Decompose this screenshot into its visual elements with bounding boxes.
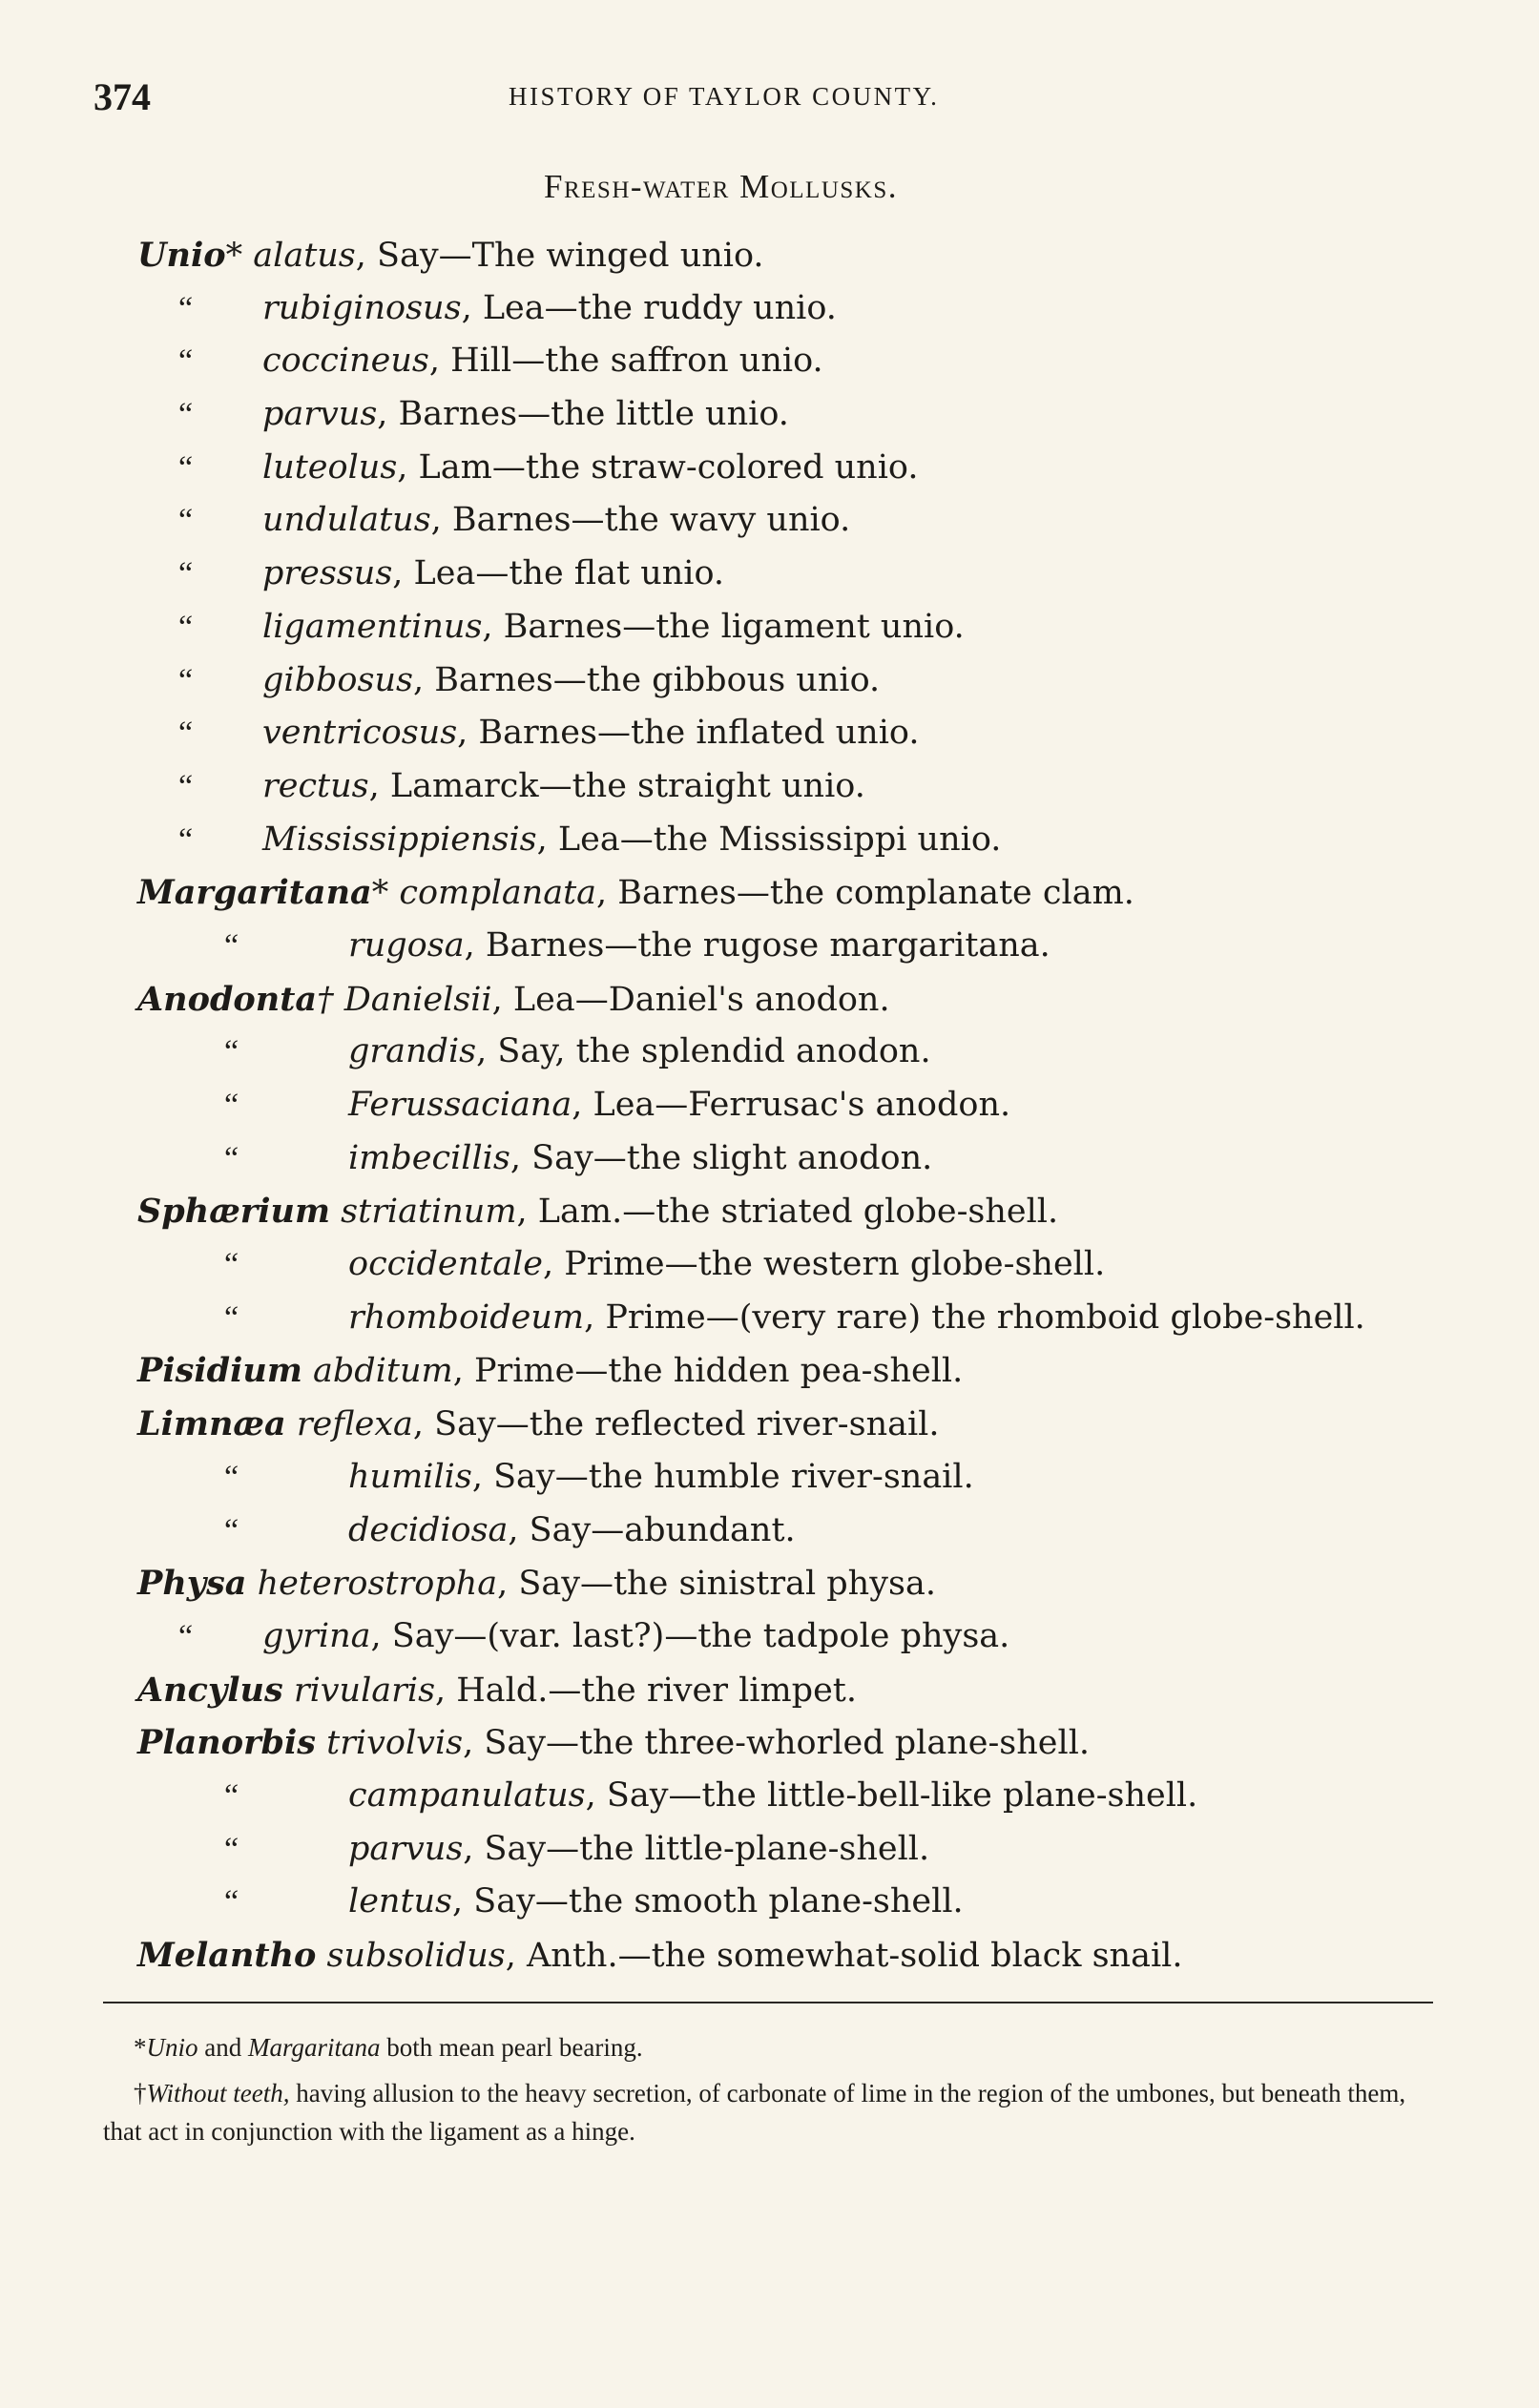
ditto-mark: “ bbox=[224, 1512, 239, 1548]
species-name: grandis bbox=[348, 1032, 477, 1071]
species-name: campanulatus bbox=[348, 1775, 586, 1815]
list-item bbox=[0, 973, 1539, 1027]
footnote-mark: † bbox=[317, 980, 334, 1019]
ditto-mark: “ bbox=[178, 397, 194, 433]
genus-name: Pisidium bbox=[137, 1351, 302, 1391]
entry-text: , Say—the little-bell-like plane-shell. bbox=[585, 1775, 1198, 1815]
entry-text: , Lea—the flat unio. bbox=[392, 554, 725, 593]
ditto-mark: “ bbox=[224, 1831, 239, 1867]
entry-text: , Lam.—the striated globe-shell. bbox=[516, 1193, 1059, 1232]
ditto-mark: “ bbox=[224, 1884, 239, 1920]
ditto-mark: “ bbox=[178, 503, 194, 539]
entry-text: , Lea—Daniel's anodon. bbox=[491, 980, 890, 1019]
ditto-mark: “ bbox=[178, 768, 194, 804]
species-name: reflexa bbox=[296, 1405, 413, 1444]
page-header bbox=[94, 74, 1029, 122]
genus-name: Sphærium bbox=[137, 1192, 331, 1232]
footnote-text: and bbox=[198, 2033, 248, 2062]
entry-text: , Say—the sinistral physa. bbox=[497, 1565, 936, 1604]
list-item bbox=[0, 1026, 1539, 1079]
entry-text: , Lamarck—the straight unio. bbox=[368, 766, 865, 805]
list-item bbox=[0, 1610, 1539, 1664]
species-name: rivularis bbox=[293, 1671, 436, 1710]
ditto-mark: “ bbox=[178, 609, 194, 645]
list-item bbox=[0, 335, 1539, 388]
ditto-mark: “ bbox=[224, 1140, 239, 1176]
list-item bbox=[0, 229, 1539, 282]
list-item bbox=[0, 814, 1539, 867]
species-name: striatinum bbox=[341, 1193, 517, 1232]
list-item bbox=[0, 1770, 1539, 1823]
list-item bbox=[0, 1823, 1539, 1877]
footnote-mark: * bbox=[134, 2033, 147, 2062]
species-name: alatus bbox=[253, 237, 356, 275]
footnote-term: Margaritana bbox=[247, 2033, 381, 2062]
species-name: lentus bbox=[348, 1882, 453, 1921]
ditto-mark: “ bbox=[178, 343, 194, 380]
ditto-mark: “ bbox=[224, 1247, 239, 1283]
ditto-mark: “ bbox=[224, 927, 239, 964]
species-name: abditum bbox=[313, 1352, 453, 1391]
entry-text: , Anth.—the somewhat-solid black snail. bbox=[505, 1937, 1183, 1975]
species-name: rectus bbox=[262, 766, 369, 805]
list-item bbox=[0, 760, 1539, 814]
entry-text: , Say—the slight anodon. bbox=[510, 1138, 933, 1177]
list-item bbox=[0, 442, 1539, 495]
entry-text: , Say—the reflected river-snail. bbox=[412, 1405, 940, 1444]
list-item bbox=[0, 388, 1539, 442]
entry-text: , Say—The winged unio. bbox=[355, 237, 764, 275]
list-item bbox=[0, 1185, 1539, 1238]
entry-text: , Barnes—the inflated unio. bbox=[457, 714, 920, 753]
ditto-mark: “ bbox=[224, 1034, 239, 1070]
entry-text: , Say—abundant. bbox=[508, 1510, 796, 1549]
ditto-mark: “ bbox=[178, 1618, 194, 1654]
footnote-divider bbox=[103, 2002, 1433, 2003]
footnote-mark: * bbox=[371, 874, 389, 913]
species-name: heterostropha bbox=[257, 1565, 498, 1604]
list-item bbox=[0, 1505, 1539, 1558]
species-name: Danielsii bbox=[343, 980, 492, 1019]
footnote-teeth bbox=[103, 2074, 1439, 2150]
species-name: coccineus bbox=[262, 342, 429, 381]
species-name: rhomboideum bbox=[348, 1297, 585, 1337]
ditto-mark: “ bbox=[224, 1459, 239, 1495]
species-name: humilis bbox=[348, 1457, 472, 1496]
footnote-term: Unio bbox=[146, 2033, 198, 2062]
footnotes bbox=[103, 2028, 1439, 2150]
page-number: 374 bbox=[94, 75, 151, 118]
genus-name: Melantho bbox=[137, 1936, 317, 1975]
genus-name: Physa bbox=[137, 1564, 247, 1604]
list-item bbox=[0, 1929, 1539, 1982]
species-name: decidiosa bbox=[348, 1510, 509, 1549]
species-name: imbecillis bbox=[348, 1138, 510, 1177]
ditto-mark: “ bbox=[178, 556, 194, 592]
footnote-text: having allusion to the heavy secretion, of carbonate of lime in the region of the umbones, but beneath them, that act in conjunction with the ligament as a hinge. bbox=[103, 2079, 1406, 2146]
list-item bbox=[0, 1557, 1539, 1610]
genus-name: Unio bbox=[137, 236, 226, 275]
ditto-mark: “ bbox=[178, 821, 194, 858]
list-item bbox=[0, 920, 1539, 973]
species-name: Mississippiensis bbox=[262, 820, 537, 859]
entry-text: , Lea—the Mississippi unio. bbox=[536, 820, 1002, 859]
ditto-mark: “ bbox=[178, 716, 194, 752]
entry-text: , Barnes—the wavy unio. bbox=[430, 501, 851, 540]
species-name: parvus bbox=[348, 1829, 464, 1868]
species-name: luteolus bbox=[262, 447, 398, 487]
footnote-pearl bbox=[103, 2028, 1439, 2066]
list-item bbox=[0, 1344, 1539, 1398]
list-item bbox=[0, 494, 1539, 548]
species-name: rubiginosus bbox=[262, 288, 462, 327]
genus-name: Margaritana bbox=[137, 873, 372, 913]
species-name: parvus bbox=[262, 395, 378, 434]
entry-text: , Say—the smooth plane-shell. bbox=[452, 1882, 964, 1921]
list-item bbox=[0, 1132, 1539, 1186]
species-name: ligamentinus bbox=[262, 607, 483, 646]
entry-text: , Prime—the western globe-shell. bbox=[542, 1245, 1106, 1284]
species-name: ventricosus bbox=[262, 714, 458, 753]
list-item bbox=[0, 1292, 1539, 1345]
section-title: Fresh-water Mollusks. bbox=[544, 168, 898, 205]
entry-text: , Say—the little-plane-shell. bbox=[463, 1829, 930, 1868]
ditto-mark: “ bbox=[224, 1777, 239, 1814]
list-item bbox=[0, 548, 1539, 601]
list-item bbox=[0, 282, 1539, 336]
species-name: complanata bbox=[399, 874, 597, 913]
list-item bbox=[0, 1238, 1539, 1292]
footnote-mark: † bbox=[134, 2079, 147, 2107]
list-item bbox=[0, 654, 1539, 708]
entry-text: , Lea—the ruddy unio. bbox=[461, 288, 837, 327]
list-item bbox=[0, 707, 1539, 760]
list-item bbox=[0, 1876, 1539, 1929]
genus-name: Planorbis bbox=[137, 1723, 316, 1763]
ditto-mark: “ bbox=[178, 290, 194, 326]
species-name: Ferussaciana bbox=[348, 1086, 572, 1124]
running-head: HISTORY OF TAYLOR COUNTY. bbox=[509, 82, 940, 111]
species-name: undulatus bbox=[262, 501, 431, 540]
species-name: pressus bbox=[262, 554, 393, 593]
list-item bbox=[0, 1451, 1539, 1505]
entry-text: , Barnes—the little unio. bbox=[377, 395, 789, 434]
entry-text: , Say—the humble river-snail. bbox=[471, 1457, 974, 1496]
species-name: subsolidus bbox=[326, 1937, 506, 1975]
list-item bbox=[0, 1398, 1539, 1451]
entry-text: , Say, the splendid anodon. bbox=[476, 1032, 931, 1071]
list-item bbox=[0, 1716, 1539, 1770]
entry-text: , Barnes—the complanate clam. bbox=[596, 874, 1134, 913]
species-name: gibbosus bbox=[262, 660, 413, 699]
entry-text: , Prime—(very rare) the rhomboid globe-shell. bbox=[584, 1297, 1365, 1337]
entry-text: , Lea—Ferrusac's anodon. bbox=[572, 1086, 1011, 1124]
genus-name: Ancylus bbox=[137, 1670, 283, 1710]
species-name: occidentale bbox=[348, 1245, 543, 1284]
genus-name: Anodonta bbox=[137, 979, 318, 1019]
entry-text: , Barnes—the ligament unio. bbox=[482, 607, 965, 646]
species-name: trivolvis bbox=[326, 1724, 464, 1763]
footnote-mark: * bbox=[225, 237, 243, 275]
genus-name: Limnæa bbox=[137, 1404, 286, 1444]
ditto-mark: “ bbox=[224, 1299, 239, 1336]
list-item bbox=[0, 601, 1539, 654]
list-item bbox=[0, 1664, 1539, 1717]
footnote-text: both mean pearl bearing. bbox=[380, 2033, 643, 2062]
entry-text: , Say—(var. last?)—the tadpole physa. bbox=[370, 1616, 1010, 1655]
entry-text: , Say—the three-whorled plane-shell. bbox=[463, 1724, 1091, 1763]
ditto-mark: “ bbox=[178, 662, 194, 698]
entry-text: , Barnes—the gibbous unio. bbox=[412, 660, 881, 699]
footnote-term: Without teeth, bbox=[146, 2079, 290, 2107]
species-list bbox=[0, 229, 1539, 1982]
ditto-mark: “ bbox=[224, 1088, 239, 1123]
entry-text: , Hill—the saffron unio. bbox=[428, 342, 823, 381]
entry-text: , Barnes—the rugose margaritana. bbox=[464, 925, 1050, 965]
species-name: rugosa bbox=[348, 925, 465, 965]
entry-text: , Lam—the straw-colored unio. bbox=[397, 447, 919, 487]
list-item bbox=[0, 1079, 1539, 1132]
entry-text: , Hald.—the river limpet. bbox=[435, 1671, 857, 1710]
species-name: gyrina bbox=[262, 1616, 371, 1655]
entry-text: , Prime—the hidden pea-shell. bbox=[452, 1352, 964, 1391]
ditto-mark: “ bbox=[178, 449, 194, 486]
list-item bbox=[0, 866, 1539, 920]
